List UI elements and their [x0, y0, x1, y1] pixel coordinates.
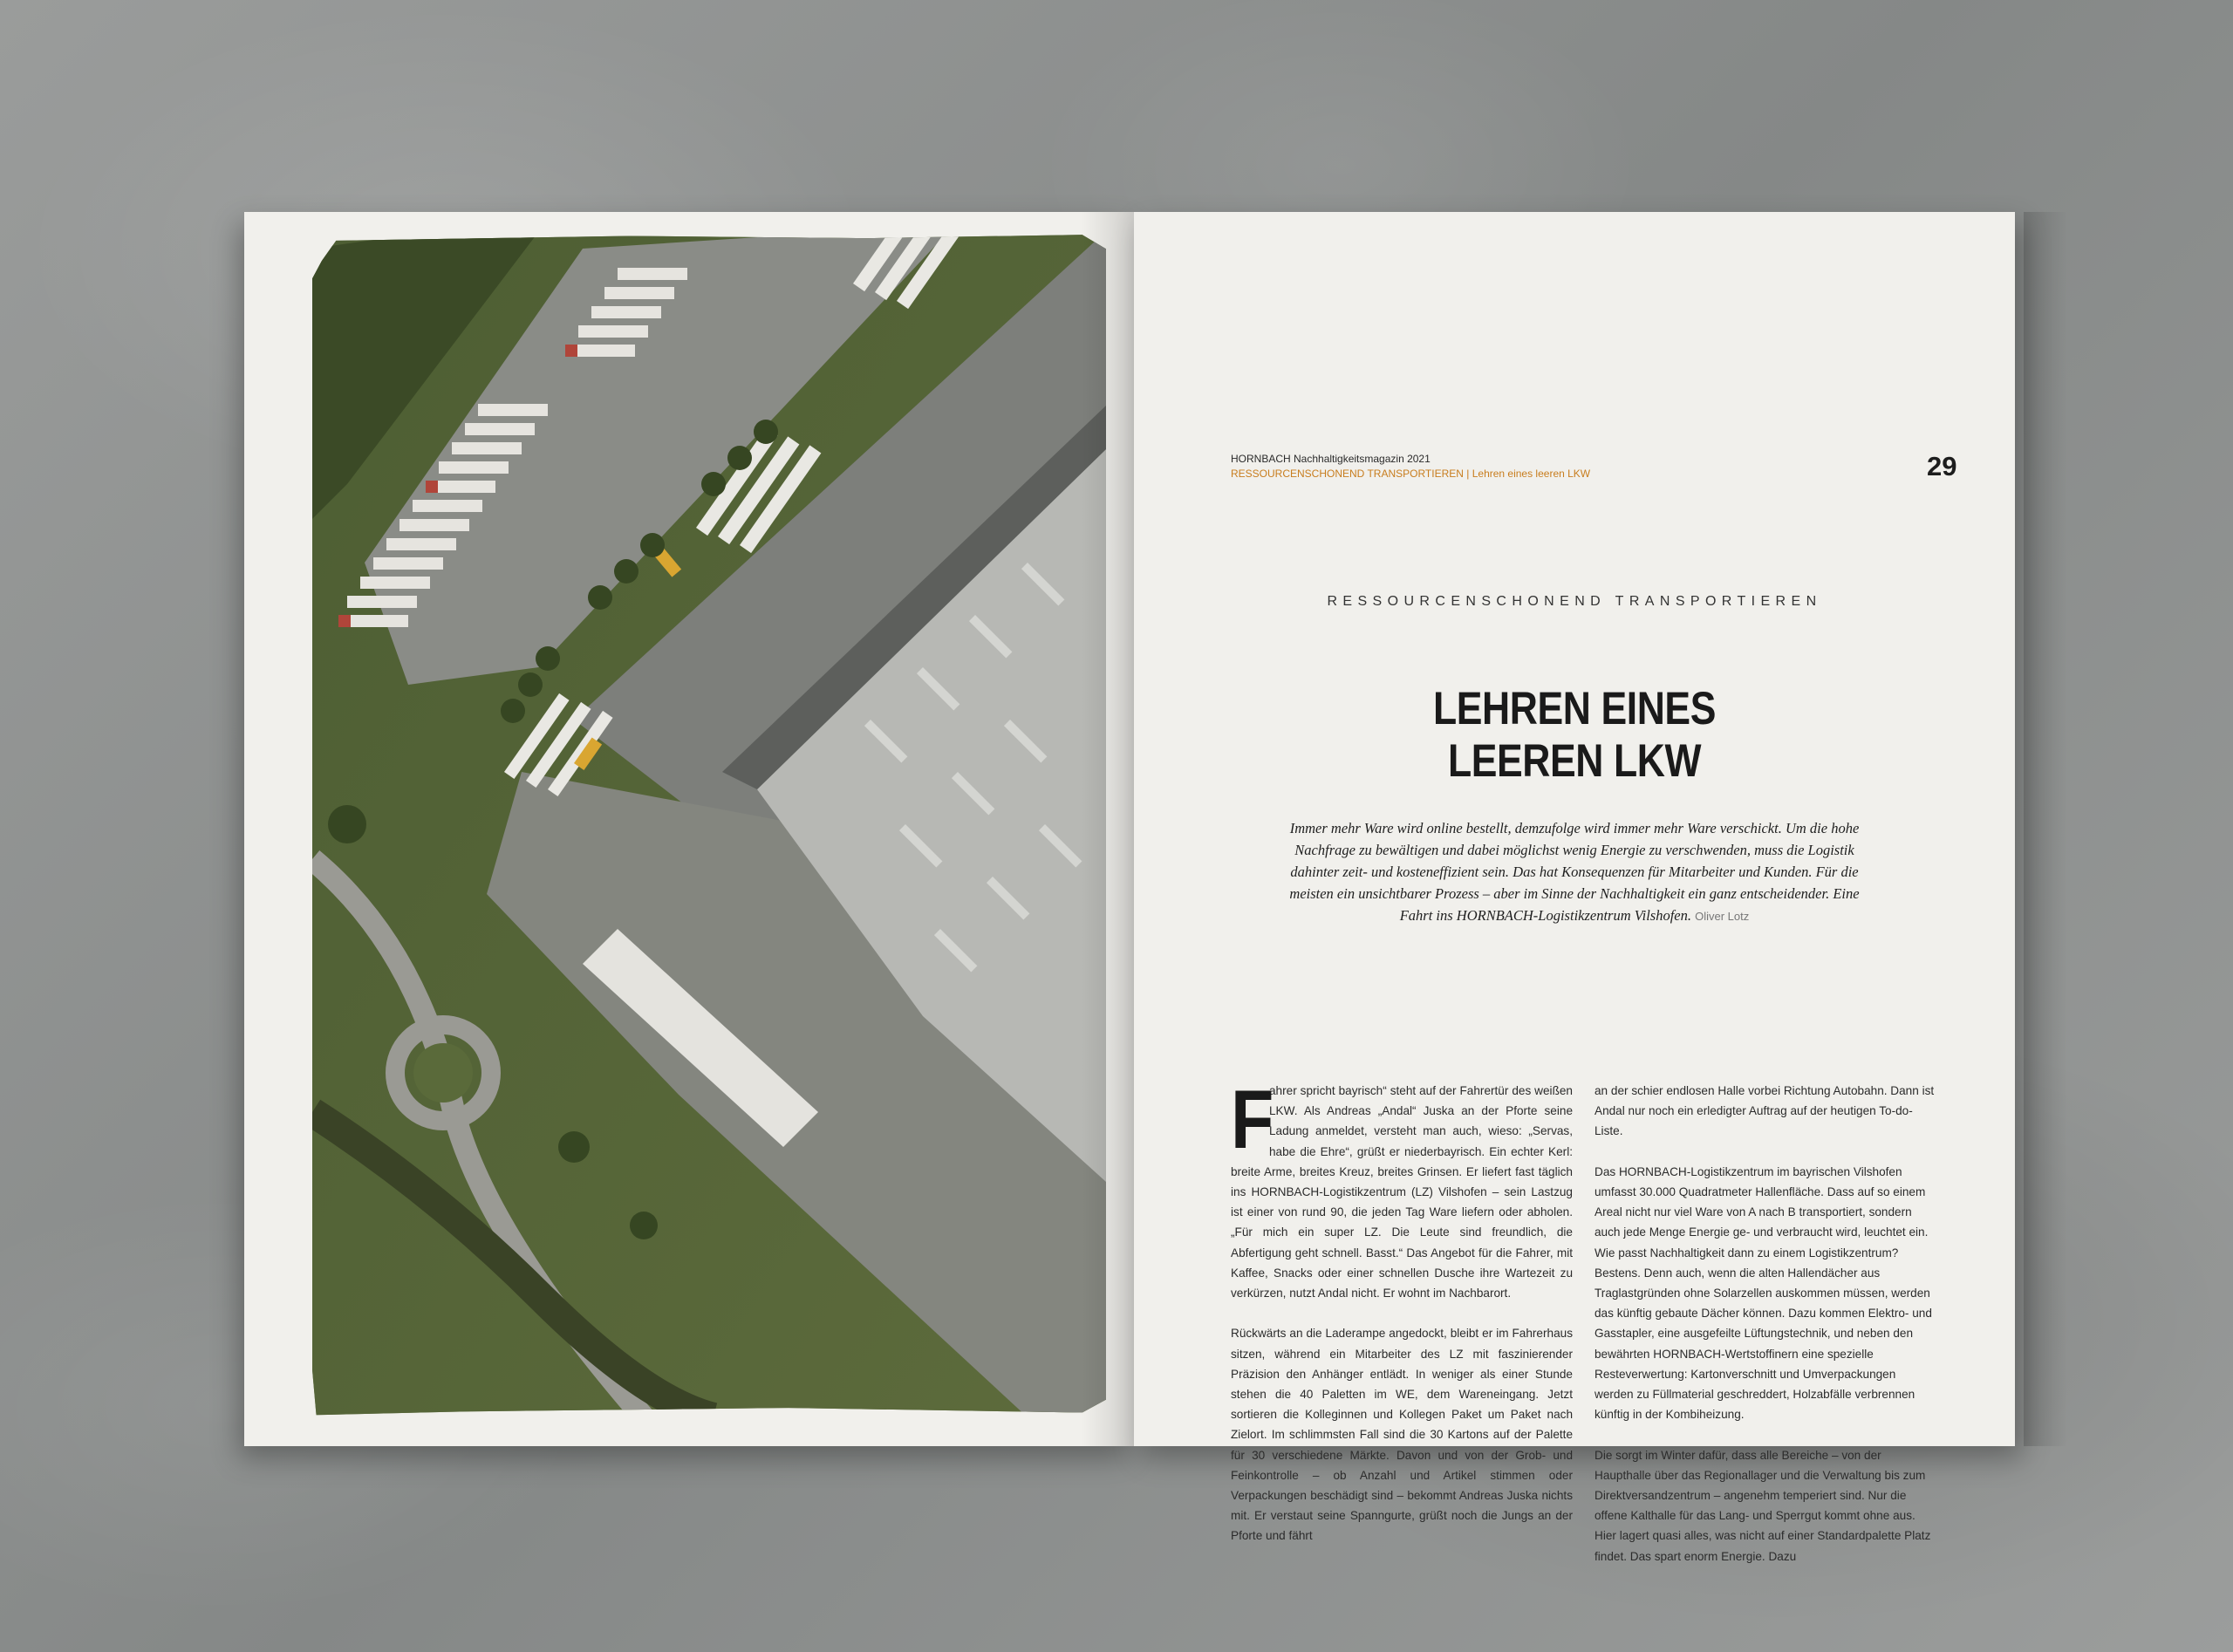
paragraph: Das HORNBACH-Logistikzentrum im bayrischen Vilshofen umfasst 30.000 Quadratmeter Hallenfläche. Dass auf so einem Areal nicht nur viel Ware von A nach B transportiert, sondern auch jede Menge Energie ge- und verbraucht wird, leuchtet ein. Wie passt Nachhaltigkeit dann zu einem Logistikzentrum? Bestens. Denn auch, wenn die alten Hallendächer aus Traglastgründen ohne Solarzellen auskommen müssen, werden das künftig gebaute Dächer können. Dazu kommen Elektro- und Gasstapler, eine ausgefeilte Lüftungstechnik, und neben den bewährten HORNBACH-Wertstoffinern eine spezielle Resteverwertung: Kartonverschnitt und Umverpackungen werden zu Füllmaterial geschreddert, Holzabfälle verbrennen künftig in der Kombiheizung.	[1595, 1164, 1932, 1422]
headline-line-2: LEEREN LKW	[1447, 735, 1702, 787]
body-column-1	[1231, 1074, 1573, 1567]
section-line: RESSOURCENSCHONEND TRANSPORTIEREN | Lehren eines leeren LKW	[1231, 468, 1591, 480]
author-name: Oliver Lotz	[1695, 910, 1750, 923]
section-kicker: RESSOURCENSCHONEND TRANSPORTIEREN	[1327, 594, 1822, 609]
paragraph-text: ahrer spricht bayrisch“ steht auf der Fahrertür des weißen LKW. Als Andreas „Andal“ Juska an der Pforte seine Ladung anmeldet, versteht man auch, wieso: „Servas, habe die Ehre“, grüßt er niederbayrisch. Ein echter Kerl: breite Arme, breites Kreuz, breites Grinsen. Er liefert fast täglich ins HORNBACH-Logistikzentrum (LZ) Vilshofen – sein Lastzug ist einer von rund 90, die jeden Tag Ware liefern oder abholen. „Für mich ein super LZ. Die Leute sind freundlich, die Abfertigung geht schnell. Basst.“ Das Angebot für die Fahrer, mit Kaffee, Snacks oder einer schnellen Dusche ihre Wartezeit zu verkürzen, nutzt Andal nicht. Er wohnt im Nachbarort.	[1231, 1084, 1573, 1300]
left-page	[244, 212, 1134, 1446]
paragraph: Rückwärts an die Laderampe angedockt, bleibt er im Fahrerhaus sitzen, während ein Mitarbeiter des LZ mit faszinierender Präzision den Anhänger entlädt. In weniger als einer Stunde stehen die 40 Paletten im WE, dem Wareneingang. Jetzt sortieren die Kolleginnen und Kollegen Paket um Paket nach Zielort. Im schlimmsten Fall sind die 30 Kartons auf der Palette für 30 verschiedene Märkte. Davon und von der Grob- und Feinkontrolle – ob Anzahl und Artikel stimmen oder Verpackungen beschädigt sind – bekommt Andreas Juska nichts mit. Er verstaut seine Spanngurte, grüßt noch die Jungs an der Pforte und fährt	[1231, 1327, 1573, 1543]
magazine-title: HORNBACH Nachhaltigkeitsmagazin 2021	[1231, 453, 1431, 465]
open-magazine	[244, 212, 2015, 1563]
lead-text: Immer mehr Ware wird online bestellt, demzufolge wird immer mehr Ware verschickt. Um die hohe Nachfrage zu bewältigen und dabei möglichst wenig Energie zu verschwenden, muss die Logistik dahinter zeit- und kosteneffizient sein. Das hat Konsequenzen für Mitarbeiter und Kunden. Für die meisten ein unsichtbarer Prozess – aber im Sinne der Nachhaltigkeit ein ganz entscheidender. Eine Fahrt ins HORNBACH-Logistikzentrum Vilshofen.	[1289, 820, 1860, 924]
page-number: 29	[1927, 451, 1957, 481]
headline-line-1: LEHREN EINES	[1433, 683, 1716, 734]
right-page	[1134, 212, 2015, 1563]
gutter-shadow-left	[1082, 212, 1134, 1446]
paragraph: Die sorgt im Winter dafür, dass alle Bereiche – von der Haupthalle über das Regionallager und die Verwaltung bis zum Direktversandzentrum – angenehm temperiert sind. Nur die offene Kalthalle für das Lang- und Sperrgut kommt ohne aus. Hier lagert quasi alles, was nicht auf einer Standardpalette Platz findet. Das spart enorm Energie. Dazu	[1595, 1448, 1931, 1563]
aerial-photo-logistics-center	[312, 231, 1106, 1417]
article-headline	[1205, 683, 1944, 788]
paragraph: an der schier endlosen Halle vorbei Richtung Autobahn. Dann ist Andal nur noch ein erledigter Auftrag auf der heutigen To-do-Liste.	[1595, 1084, 1935, 1138]
running-header	[1231, 452, 1590, 481]
article-lead	[1278, 817, 1871, 927]
body-column-2	[1595, 1081, 1936, 1587]
paragraph	[1231, 1074, 1573, 1303]
gutter-shadow-right	[2024, 212, 2067, 1446]
drop-cap: F	[1231, 1074, 1274, 1166]
